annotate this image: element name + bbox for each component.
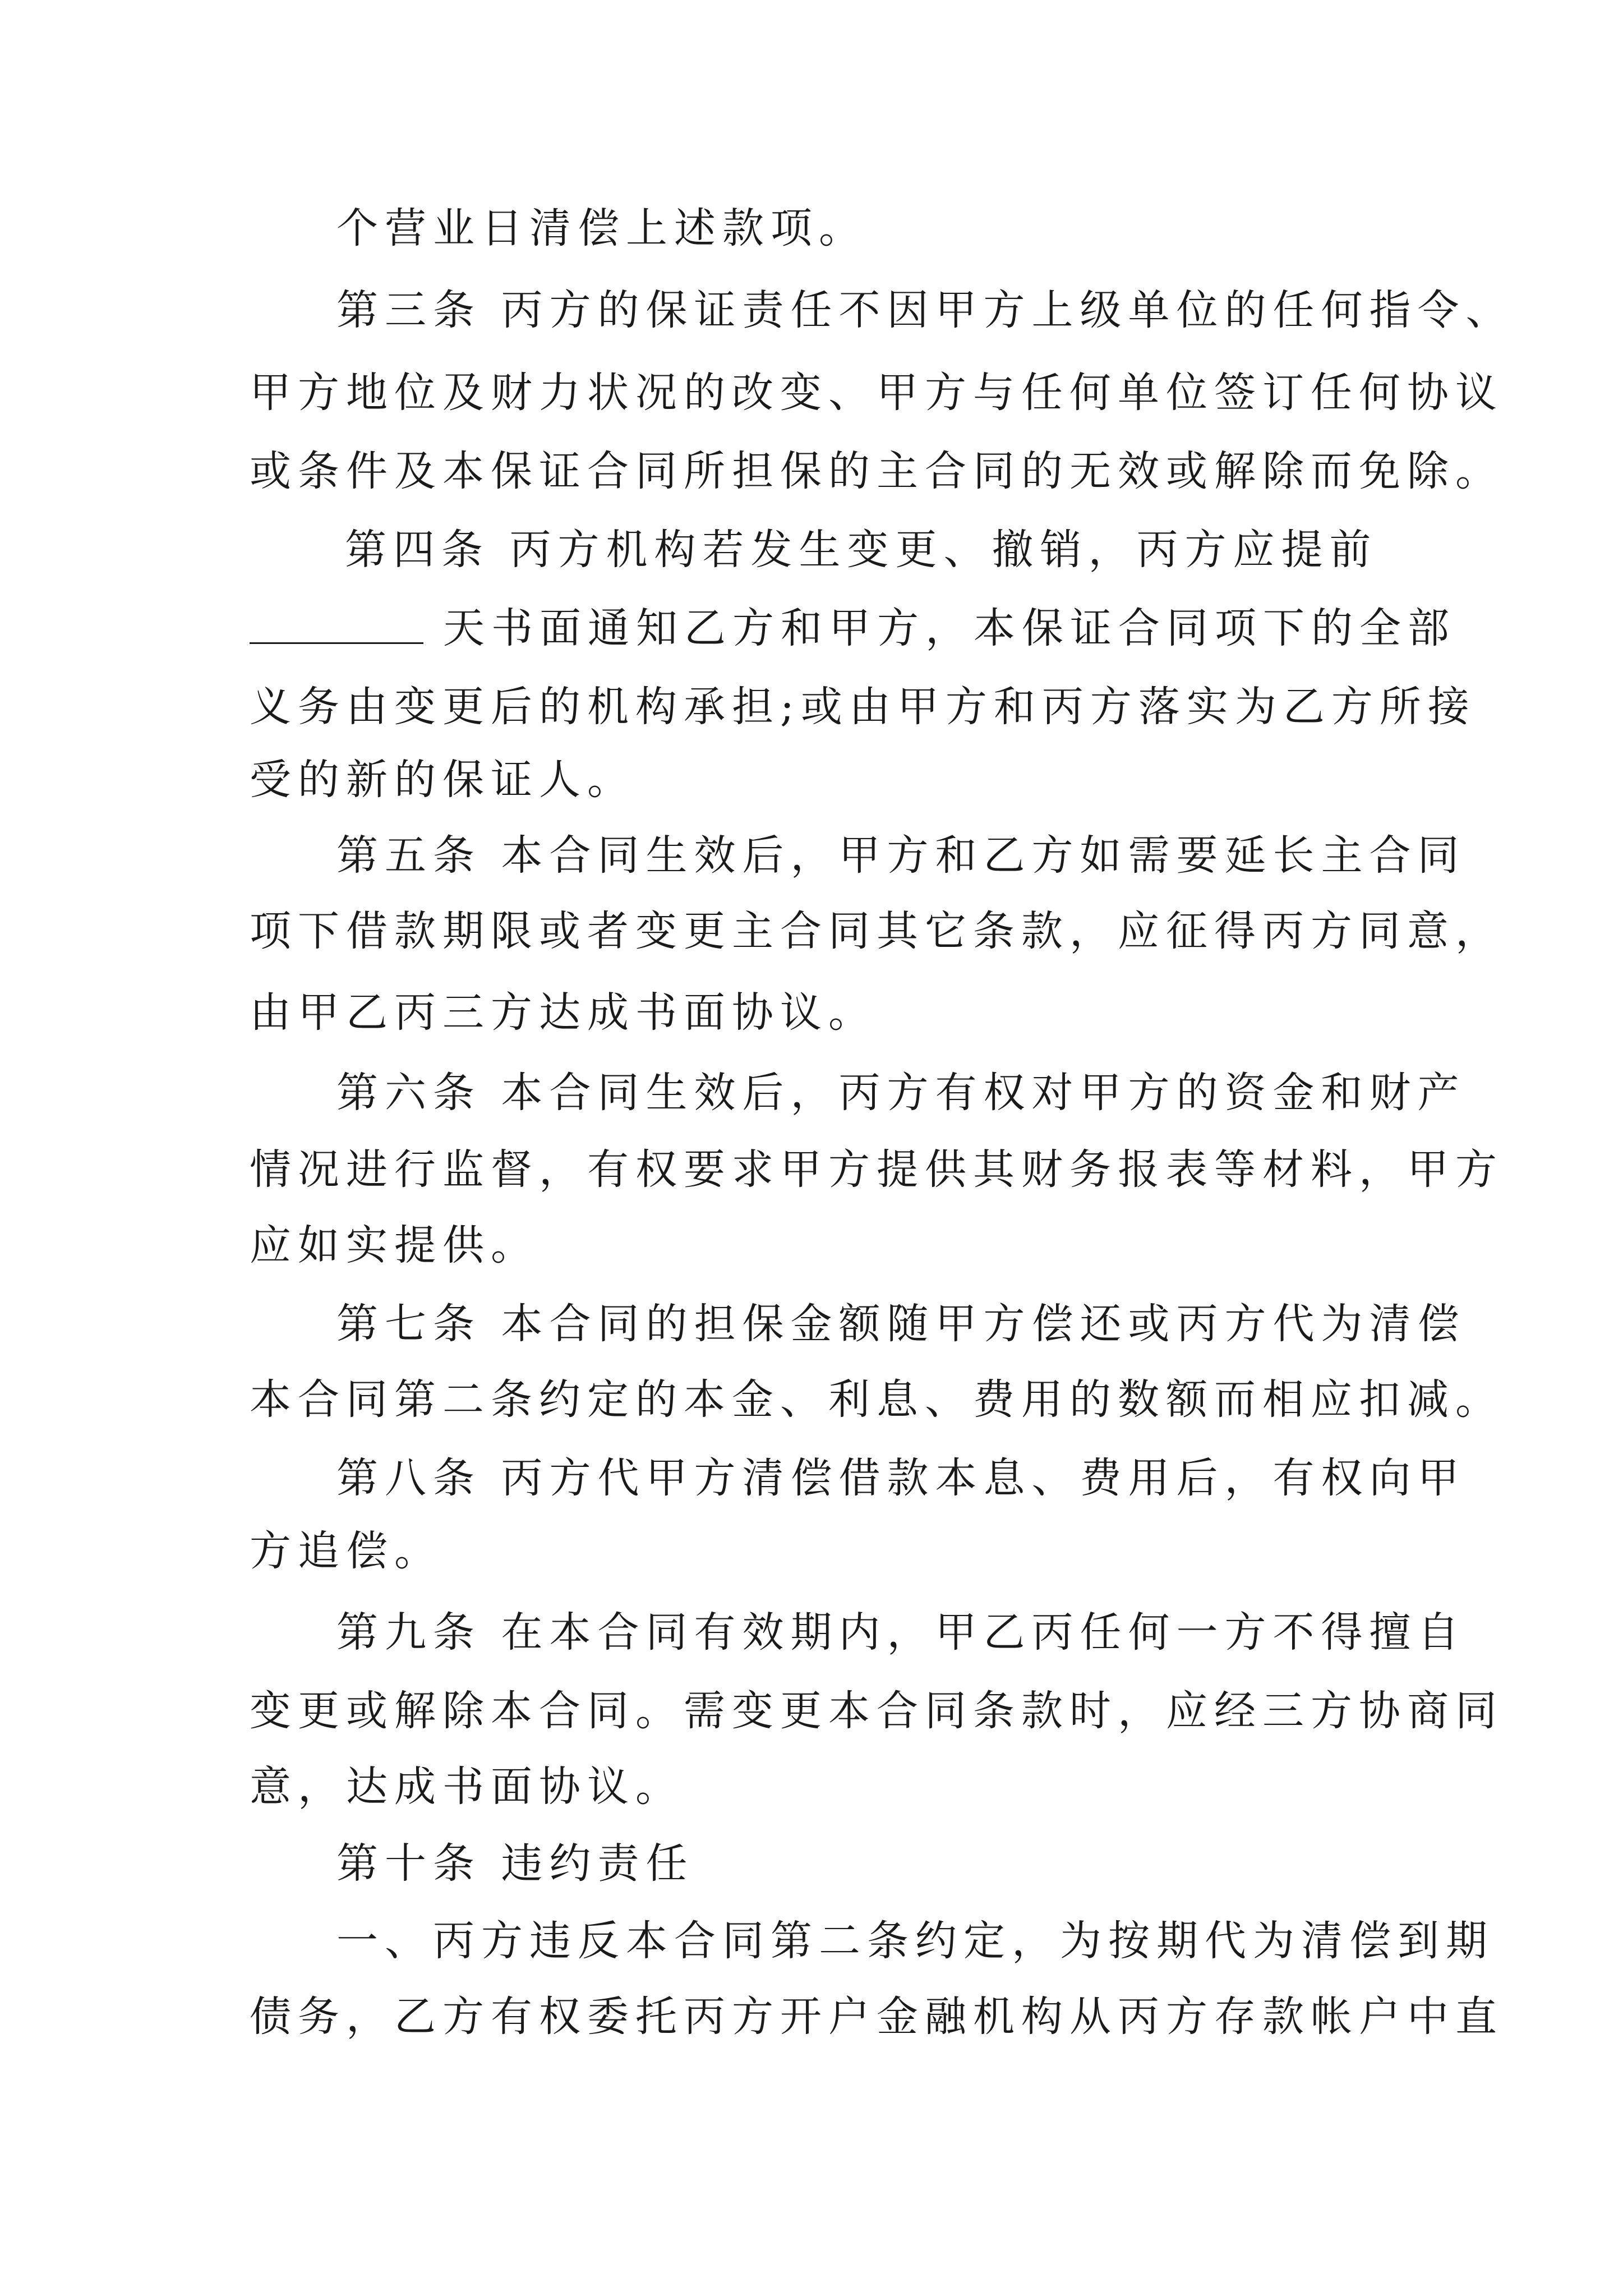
- article-7-line: 第七条 本合同的担保金额随甲方偿还或丙方代为清偿: [336, 1300, 1466, 1348]
- text-line: 项下借款期限或者变更主合同其它条款，应征得丙方同意，: [250, 907, 1504, 955]
- text-line: 应如实提供。: [250, 1221, 539, 1269]
- text-line: 个营业日清偿上述款项。: [336, 204, 867, 252]
- article-9-line: 第九条 在本合同有效期内，甲乙丙任何一方不得擅自: [336, 1608, 1466, 1657]
- text-line: 或条件及本保证合同所担保的主合同的无效或解除而免除。: [250, 447, 1504, 495]
- text-line: 受的新的保证人。: [250, 756, 635, 804]
- article-5-line: 第五条 本合同生效后，甲方和乙方如需要延长主合同: [336, 831, 1466, 880]
- article-10-heading: 第十条 违约责任: [336, 1839, 694, 1888]
- text-line: 意，达成书面协议。: [250, 1763, 684, 1811]
- article-8-line: 第八条 丙方代甲方清偿借款本息、费用后，有权向甲: [336, 1454, 1466, 1502]
- article-4-line: 第四条 丙方机构若发生变更、撤销，丙方应提前: [345, 526, 1378, 574]
- text-line: 由甲乙丙三方达成书面协议。: [250, 988, 877, 1037]
- text-line: 天书面通知乙方和甲方，本保证合同项下的全部: [443, 604, 1456, 652]
- text-line: 情况进行监督，有权要求甲方提供其财务报表等材料，甲方: [250, 1145, 1504, 1194]
- text-line: 债务，乙方有权委托丙方开户金融机构从丙方存款帐户中直: [250, 1993, 1504, 2041]
- article-3-line: 第三条 丙方的保证责任不因甲方上级单位的任何指令、: [336, 286, 1514, 334]
- article-6-line: 第六条 本合同生效后，丙方有权对甲方的资金和财产: [336, 1069, 1466, 1117]
- text-line: 甲方地位及财力状况的改变、甲方与任何单位签订任何协议: [250, 369, 1504, 417]
- fill-in-blank: [250, 642, 423, 644]
- text-line: 义务由变更后的机构承担;或由甲方和丙方落实为乙方所接: [250, 683, 1476, 731]
- text-line: 本合同第二条约定的本金、利息、费用的数额而相应扣减。: [250, 1375, 1504, 1424]
- text-line: 变更或解除本合同。需变更本合同条款时，应经三方协商同: [250, 1687, 1504, 1735]
- text-line: 一、丙方违反本合同第二条约定，为按期代为清偿到期: [336, 1917, 1494, 1965]
- text-line: 方追偿。: [250, 1527, 442, 1575]
